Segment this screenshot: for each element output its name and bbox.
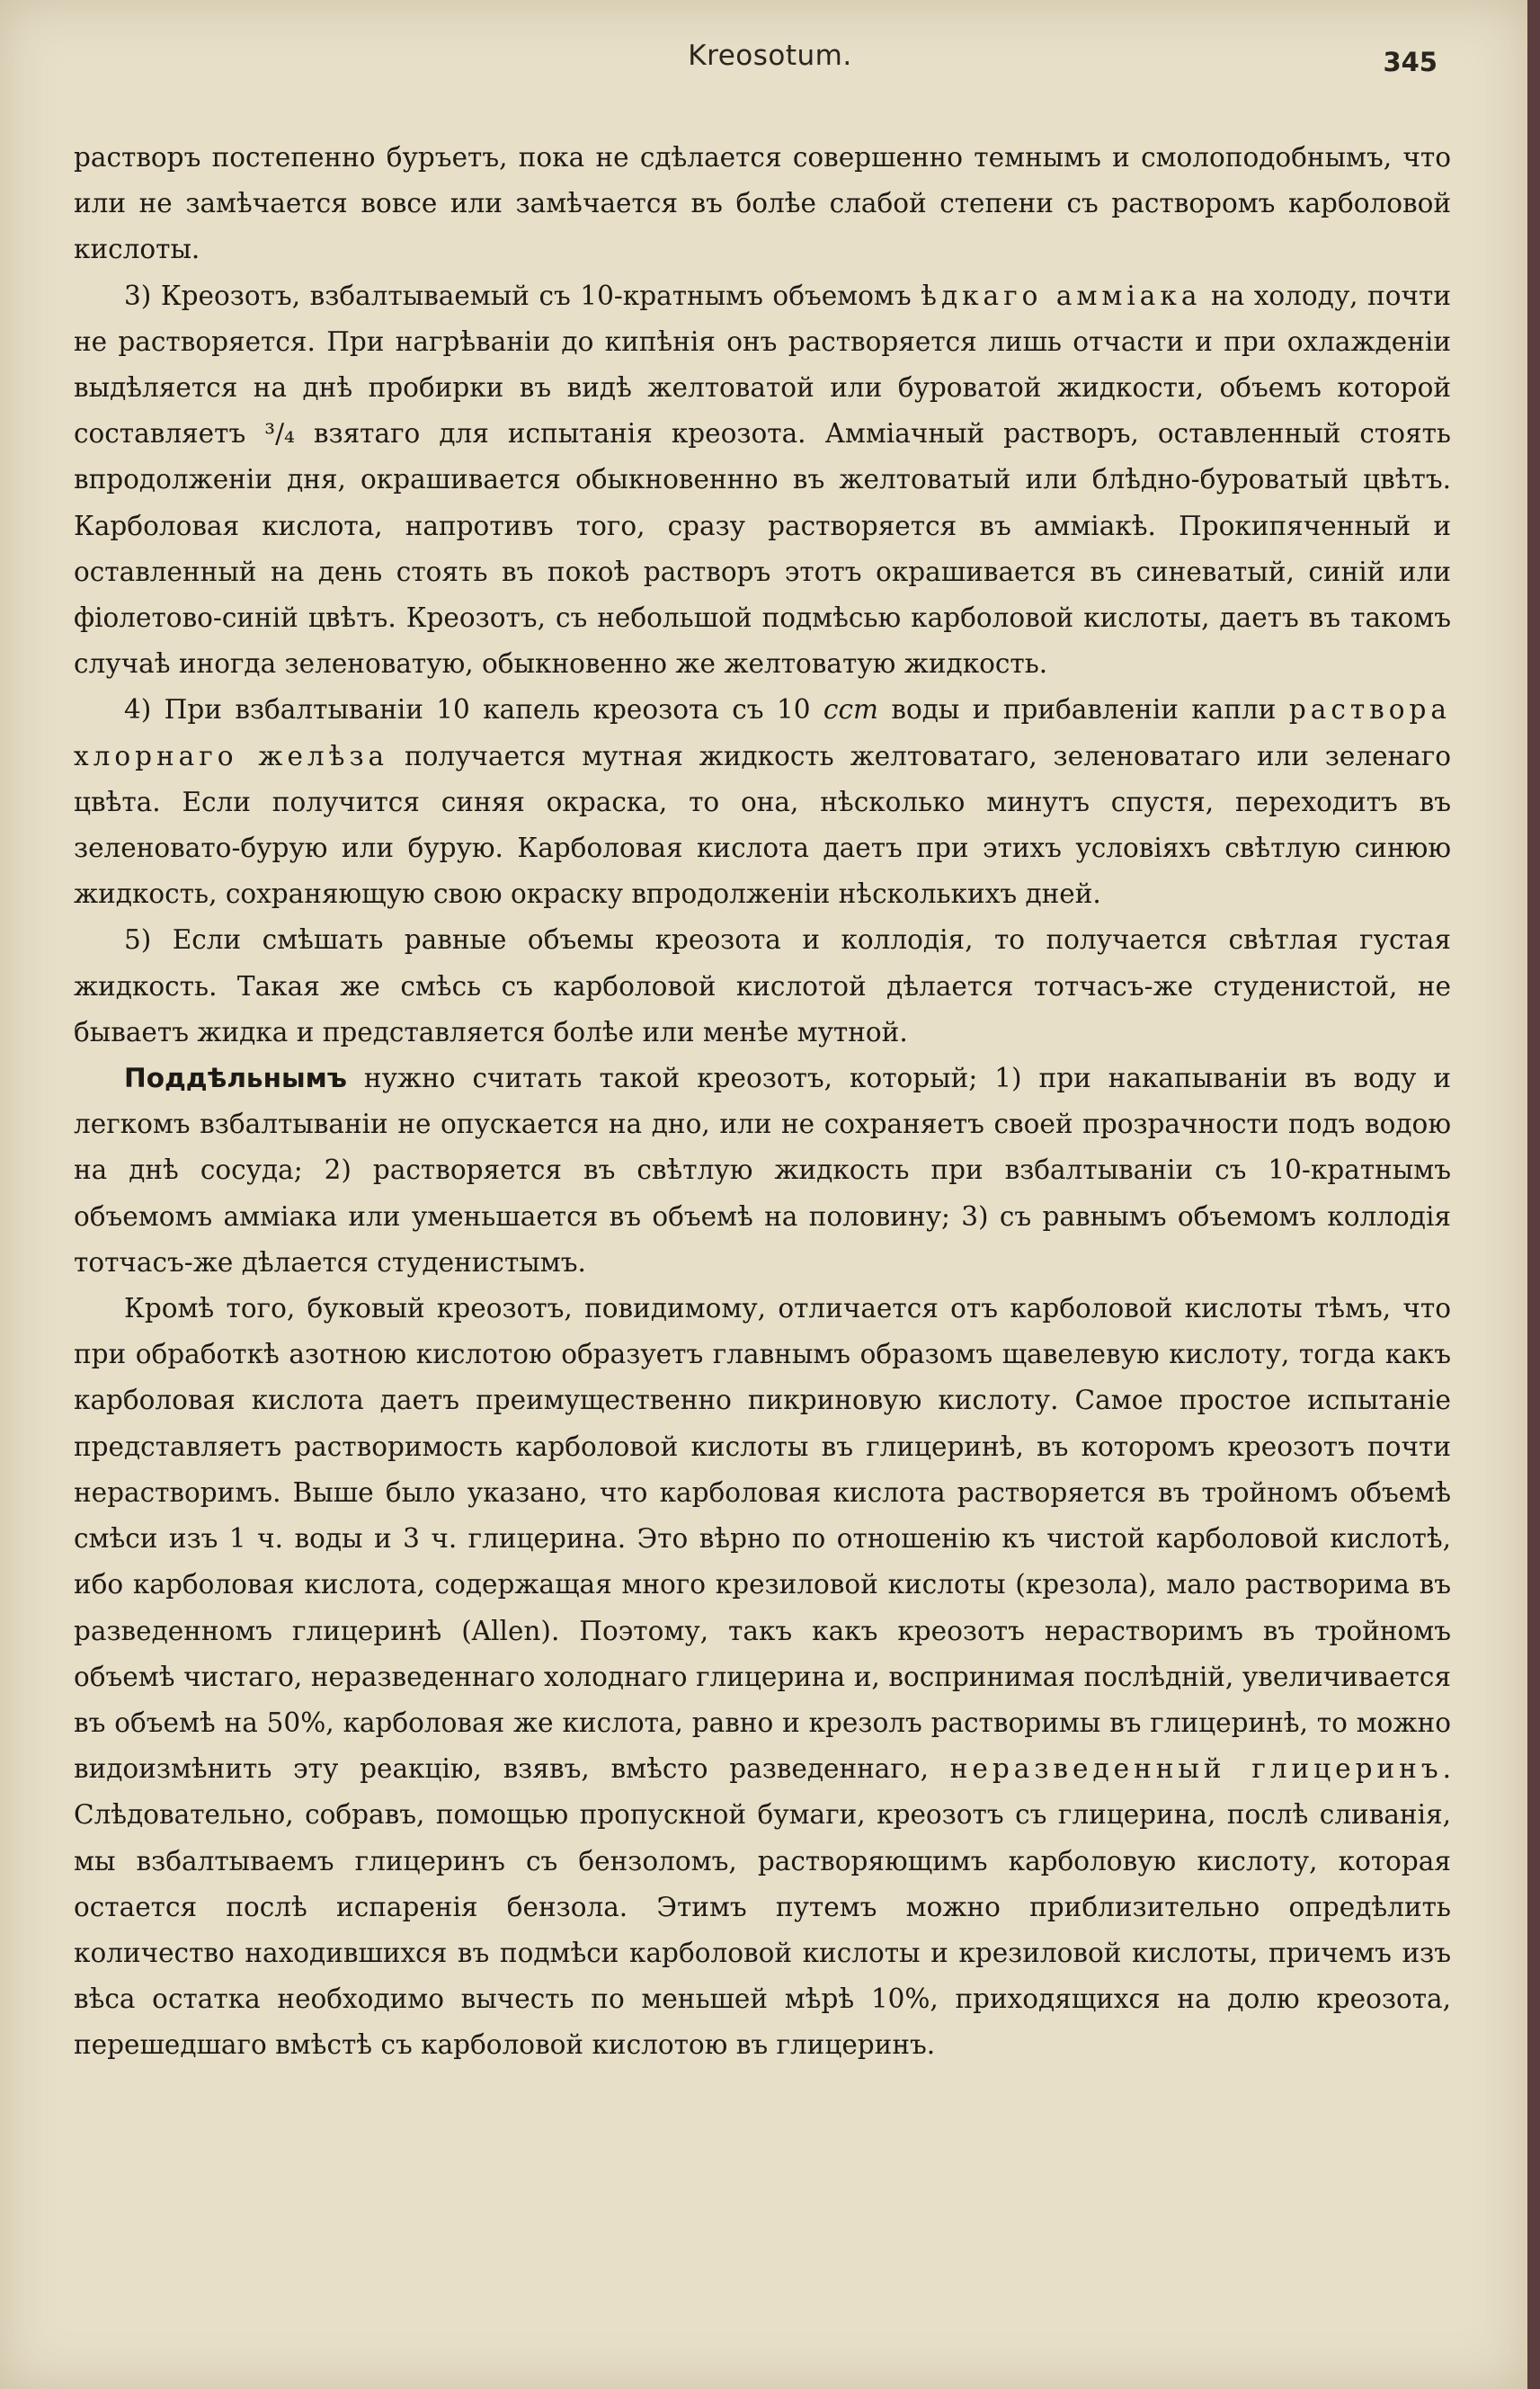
running-title: Kreosotum. [688, 40, 852, 72]
spaced-term: неразведенный глицеринъ [949, 1753, 1443, 1785]
paragraph-counterfeit [74, 1056, 1451, 1286]
paragraph-text: 3) Креозотъ, взбалтываемый съ 10-кратнымъ объемомъ [124, 280, 921, 311]
page-number: 345 [1383, 47, 1438, 77]
paragraph-text: Кромѣ того, буковый креозотъ, повидимому, отличается отъ карболовой кислоты тѣмъ, что при обработкѣ азотною кислотою образуетъ главнымъ образомъ щавелевую кислоту, тогда какъ карболовая кислота даетъ преимущественно пикриновую кислоту. Самое простое испытаніе представляетъ растворимость карболовой кислоты въ глицеринѣ, въ которомъ креозотъ почти нерастворимъ. Выше было указано, что карболовая кислота растворяется въ тройномъ объемѣ смѣси изъ 1 ч. воды и 3 ч. глицерина. Это вѣрно по отношенію къ чистой карболовой кислотѣ, ибо карболовая кислота, содержащая много крезиловой кислоты (крезола), мало растворима въ разведенномъ глицеринѣ (Allen). Поэтому, такъ какъ креозотъ нерастворимъ въ тройномъ объемѣ чистаго, неразведеннаго холоднаго глицерина и, воспринимая послѣдній, увеличивается въ объемѣ на 50%, карболовая же кислота, равно и крезолъ растворимы въ глицеринѣ, то можно видоизмѣнить эту реакцію, взявъ, вмѣсто разведеннаго, [74, 1293, 1451, 1785]
bold-term: Поддѣльнымъ [124, 1063, 347, 1094]
paragraph-continuation: растворъ постепенно буръетъ, пока не сдѣлается совершенно темнымъ и смолоподобнымъ, что или не замѣчается вовсе или замѣчается въ болѣе слабой степени съ растворомъ карболовой кислоты. [74, 142, 1451, 265]
unit-ccm: ccm [823, 694, 878, 726]
paragraph-text: на холоду, почти не растворяется. При нагрѣваніи до кипѣнія онъ растворяется лишь отчасти и при охлажденіи выдѣляется на днѣ пробирки въ видѣ желтоватой или буроватой жидкости, объемъ которой составляетъ ³/₄ взятаго для испытанія креозота. Амміачный растворъ, оставленный стоять впродолженіи дня, окрашивается обыкновеннно въ желтоватый или блѣдно-буроватый цвѣтъ. Карболовая кислота, напротивъ того, сразу растворяется въ амміакѣ. Прокипяченный и оставленный на день стоять въ покоѣ растворъ этотъ окрашивается въ синеватый, синій или фіолетово-синій цвѣтъ. Креозотъ, съ небольшой подмѣсью карболовой кислоты, даетъ въ такомъ случаѣ иногда зеленоватую, обыкновенно же желтоватую жидкость. [74, 280, 1451, 680]
paragraph-text: нужно считать такой креозотъ, который; 1) при накапываніи въ воду и легкомъ взбалтываніи не опускается на дно, или не сохраняетъ своей прозрачности подъ водою на днѣ сосуда; 2) растворяется въ свѣтлую жидкость при взбалтываніи съ 10-кратнымъ объемомъ амміака или уменьшается въ объемѣ на половину; 3) съ равнымъ объемомъ коллодія тотчасъ-же дѣлается студенистымъ. [74, 1063, 1451, 1278]
paragraph-text: получается мутная жидкость желтоватаго, зеленоватаго или зеленаго цвѣта. Если получится синяя окраска, то она, нѣсколько минутъ спустя, переходитъ въ зеленовато-бурую или бурую. Карболовая кислота даетъ при этихъ условіяхъ свѣтлую синюю жидкость, сохраняющую свою окраску впродолженіи нѣсколькихъ дней. [74, 740, 1451, 910]
paragraph-glycerin [74, 1286, 1451, 2068]
spaced-term: раствора хлорнаго желѣза [74, 694, 1451, 771]
paragraph-text: воды и прибавленіи капли [877, 694, 1289, 726]
spaced-term: ѣдкаго амміака [921, 280, 1202, 311]
paragraph-text: . Слѣдовательно, собравъ, помощью пропускной бумаги, креозотъ съ глицерина, послѣ сливанія, мы взбалтываемъ глицеринъ съ бензоломъ, растворяющимъ карболовую кислоту, которая остается послѣ испаренія бензола. Этимъ путемъ можно приблизительно опредѣлить количество находившихся въ подмѣси карболовой кислоты и крезиловой кислоты, причемъ изъ вѣса остатка необходимо вычесть по меньшей мѣрѣ 10%, приходящихся на долю креозота, перешедшаго вмѣстѣ съ карболовой кислотою въ глицеринъ. [74, 1753, 1451, 2061]
body-text [74, 135, 1451, 2069]
paragraph-text: 4) При взбалтываніи 10 капель креозота съ 10 [124, 694, 823, 726]
paragraph-test-5-collodion: 5) Если смѣшать равные объемы креозота и коллодія, то получается свѣтлая густая жидкость. Такая же смѣсь съ карболовой кислотой дѣлается тотчасъ-же студенистой, не бываетъ жидка и представляется болѣе или менѣе мутной. [74, 924, 1451, 1047]
paragraph-test-3-ammonia [74, 273, 1451, 688]
paragraph-test-4-ferric-chloride [74, 687, 1451, 917]
